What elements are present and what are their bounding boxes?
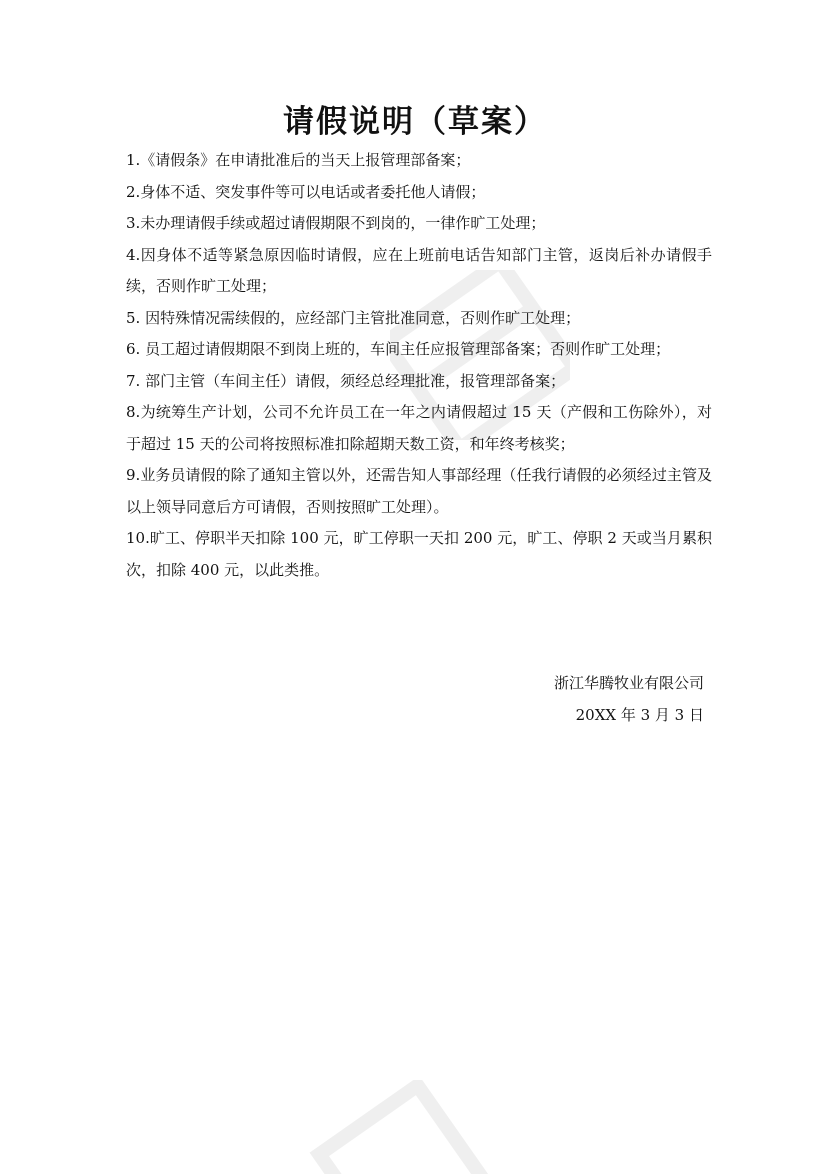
rule-item-7: 7. 部门主管（车间主任）请假，须经总经理批准，报管理部备案；	[126, 371, 566, 390]
rule-item-1: 1.《请假条》在申请批准后的当天上报管理部备案；	[126, 151, 471, 169]
signature-block	[554, 668, 704, 731]
rule-item-10: 10.旷工、停职半天扣除 100 元，旷工停职一天扣 200 元，旷工、停职 2 天或当月累积次，扣除 400 元，以此类推。	[126, 529, 712, 579]
watermark-logo-bottom-icon	[300, 1080, 500, 1174]
rules-list	[126, 145, 712, 586]
rule-item-9: 9.业务员请假的除了通知主管以外，还需告知人事部经理（任我行请假的必须经过主管及以上领导同意后方可请假，否则按照旷工处理）。	[126, 466, 712, 516]
page-title: 请假说明（草案）	[283, 104, 547, 140]
rule-item-3: 3.未办理请假手续或超过请假期限不到岗的，一律作旷工处理；	[126, 214, 546, 232]
rule-item-5: 5. 因特殊情况需续假的，应经部门主管批准同意，否则作旷工处理；	[126, 308, 581, 327]
rule-item-2: 2.身体不适、突发事件等可以电话或者委托他人请假；	[126, 182, 486, 201]
rule-item-4: 4.因身体不适等紧急原因临时请假，应在上班前电话告知部门主管，返岗后补办请假手续，否则作旷工处理；	[126, 245, 712, 295]
rule-item-6: 6. 员工超过请假期限不到岗上班的，车间主任应报管理部备案；否则作旷工处理；	[126, 340, 671, 358]
rule-item-8: 8.为统筹生产计划，公司不允许员工在一年之内请假超过 15 天（产假和工伤除外），对于超过 15 天的公司将按照标准扣除超期天数工资，和年终考核奖；	[126, 403, 712, 453]
document-date: 20XX 年 3 月 3 日	[575, 705, 704, 724]
company-name: 浙江华腾牧业有限公司	[553, 674, 704, 692]
